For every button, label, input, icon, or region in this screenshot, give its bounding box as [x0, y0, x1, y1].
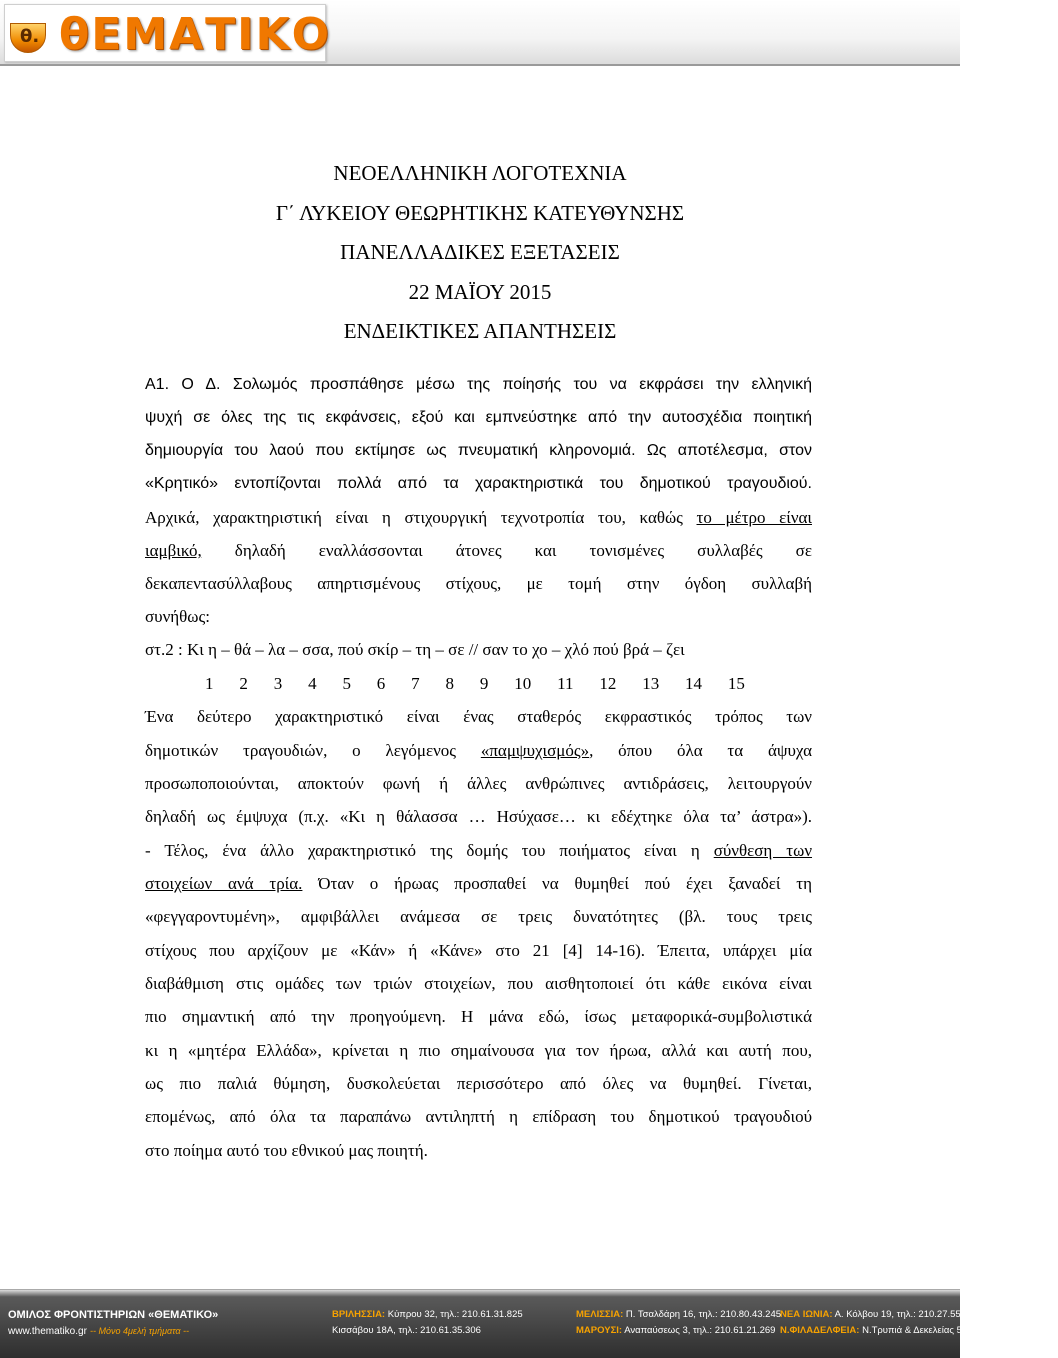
- syllable-number: 14: [685, 674, 703, 693]
- title-block: [0, 154, 960, 352]
- syllable-number: 9: [479, 674, 489, 693]
- footer-address: Αναπαύσεως 3, τηλ.: 210.61.21.269: [622, 1325, 776, 1336]
- text-span: - Τέλος, ένα άλλο χαρακτηριστικό της δομής του ποιήματος είναι η: [145, 841, 714, 860]
- text-line: [145, 501, 812, 534]
- footer-branch-nea-ionia: [780, 1307, 1058, 1339]
- text-line: δηλαδή ως έμψυχα (π.χ. «Κι η θάλασσα … Ησύχασε… κι εδέχτηκε όλα τα’ άστρα»).: [145, 807, 812, 826]
- syllable-number: 13: [642, 674, 660, 693]
- text-span: δημοτικών τραγουδιών, ο λεγόμενος: [145, 741, 481, 760]
- text-line: επομένως, από όλα τα παραπάνω αντιληπτή η επίδραση του δημοτικού τραγουδιού: [145, 1107, 812, 1126]
- syllable-number: 8: [445, 674, 455, 693]
- footer-address: Κύπρου 32, τηλ.: 210.61.31.825: [385, 1309, 523, 1320]
- text-span: Αρχικά, χαρακτηριστική είναι η στιχουργική τεχνοτροπία του, καθώς: [145, 508, 697, 527]
- syllable-number: 11: [557, 674, 574, 693]
- text-line: δημιουργία του λαού που εκτίμησε ως πνευματική κληρονομιά. Ως αποτέλεσμα, στον: [145, 442, 812, 459]
- text-line: [145, 734, 812, 767]
- footer-url[interactable]: www.thematiko.gr: [8, 1326, 87, 1337]
- text-line: ψυχή σε όλες της τις εκφάνσεις, εξού και εμπνεύστηκε από την αυτοσχέδια ποιητική: [145, 409, 812, 426]
- text-line: κι η «μητέρα Ελλάδα», κρίνεται η πιο σημαίνουσα για τον ήρωα, αλλά και αυτή που,: [145, 1041, 812, 1060]
- footer-brand-name: ΟΜΙΛΟΣ ΦΡΟΝΤΙΣΤΗΡΙΩΝ «ΘΕΜΑΤΙΚΟ»: [8, 1309, 219, 1321]
- footer-city: ΜΕΛΙΣΣΙΑ:: [576, 1309, 624, 1320]
- text-line: «Κρητικό» εντοπίζονται πολλά από τα χαρακτηριστικά του δημοτικού τραγουδιού.: [145, 475, 812, 492]
- page-header: [0, 0, 960, 66]
- syllable-number: 6: [376, 674, 386, 693]
- text-span: , όπου όλα τα άψυχα: [589, 741, 812, 760]
- syllable-number: 1: [205, 674, 214, 693]
- title-line: ΠΑΝΕΛΛΑΔΙΚΕΣ ΕΞΕΤΑΣΕΙΣ: [340, 240, 620, 264]
- text-span: δηλαδή εναλλάσσονται άτονες και τονισμένες συλλαβές σε: [201, 541, 812, 560]
- verse-line: στ.2 : Κι η – θά – λα – σσα, πού σκίρ – τη – σε // σαν το χο – χλό πού βρά – ζει: [145, 640, 685, 659]
- text-line: [145, 867, 812, 900]
- logo: [4, 4, 332, 62]
- underlined-text: ιαμβικό,: [145, 541, 202, 560]
- text-line: πιο σημαντική από την προηγούμενη. Η μάνα εδώ, ίσως μεταφορικά-συμβολιστικά: [145, 1007, 812, 1026]
- text-line: διαβάθμιση στις ομάδες των τριών στοιχείων, που αισθητοποιεί ότι κάθε εικόνα είναι: [145, 974, 812, 993]
- syllable-number: 12: [599, 674, 617, 693]
- syllable-number: 3: [273, 674, 283, 693]
- footer-city: ΝΕΑ ΙΩΝΙΑ:: [780, 1309, 833, 1320]
- page-footer: [0, 1289, 1058, 1358]
- syllable-number: 5: [342, 674, 351, 693]
- syllable-numbers: [205, 667, 745, 700]
- text-line: ως πιο παλιά θύμηση, δυσκολεύεται περισσότερο από όλες να θυμηθεί. Γίνεται,: [145, 1074, 812, 1093]
- syllable-number: 7: [411, 674, 420, 693]
- title-line: ΝΕΟΕΛΛΗΝΙΚΗ ΛΟΓΟΤΕΧΝΙΑ: [333, 161, 627, 185]
- text-line: στο ποίημα αυτό του εθνικού μας ποιητή.: [145, 1141, 428, 1160]
- footer-address: Κισσάβου 18Α, τηλ.: 210.61.35.306: [332, 1325, 481, 1336]
- title-line: Γ΄ ΛΥΚΕΙΟΥ ΘΕΩΡΗΤΙΚΗΣ ΚΑΤΕΥΘΥΝΣΗΣ: [275, 200, 685, 225]
- footer-brand: [8, 1307, 218, 1340]
- text-line: [145, 834, 812, 867]
- syllable-number: 10: [514, 674, 532, 693]
- text-line: δεκαπεντασύλλαβους απηρτισμένους στίχους, με τομή στην όγδοη συλλαβή: [145, 574, 812, 593]
- footer-branch-melissia: [576, 1307, 781, 1339]
- underlined-text: «παμψυχισμός»: [480, 741, 590, 760]
- syllable-number: 2: [239, 674, 248, 693]
- logo-text: θΕΜΑΤΙΚΟ: [59, 9, 332, 60]
- text-line: [145, 534, 812, 567]
- text-line: Α1. Ο Δ. Σολωμός προσπάθησε μέσω της ποίησής του να εκφράσει την ελληνική: [145, 376, 812, 393]
- footer-branch-vrilissia: [332, 1307, 523, 1339]
- logo-mark-text: θ.: [20, 26, 40, 47]
- footer-note: -- Μόνο 4μελή τμήματα --: [89, 1326, 190, 1336]
- footer-city: ΒΡΙΛΗΣΣΙΑ:: [332, 1309, 386, 1320]
- title-line: ΕΝΔΕΙΚΤΙΚΕΣ ΑΠΑΝΤΗΣΕΙΣ: [343, 319, 617, 343]
- text-line: συνήθως:: [145, 607, 210, 626]
- syllable-number: 4: [308, 674, 317, 693]
- text-line: στίχους που αρχίζουν με «Κάν» ή «Κάνε» στο 21 [4] 14-16). Έπειτα, υπάρχει μία: [145, 941, 812, 960]
- underlined-text: το μέτρο είναι: [696, 508, 812, 527]
- title-line: 22 ΜΑΪΟΥ 2015: [408, 279, 552, 304]
- text-line: «φεγγαροντυμένη», αμφιβάλλει ανάμεσα σε τρεις δυνατότητες (βλ. τους τρεις: [145, 907, 812, 926]
- text-line: Ένα δεύτερο χαρακτηριστικό είναι ένας σταθερός εκφραστικός τρόπος των: [145, 707, 812, 726]
- footer-city: Ν.ΦΙΛΑΔΕΛΦΕΙΑ:: [780, 1325, 860, 1336]
- logo-mark-icon: [10, 23, 46, 53]
- underlined-text: στοιχείων ανά τρία.: [145, 874, 303, 893]
- footer-address: Α. Κόλβου 19, τηλ.: 210.27.55.586: [832, 1309, 980, 1320]
- footer-url-line: [8, 1323, 218, 1340]
- footer-city: ΜΑΡΟΥΣΙ:: [576, 1325, 623, 1336]
- syllable-number: 15: [727, 674, 745, 693]
- text-line: προσωποποιούνται, αποκτούν φωνή ή άλλες ανθρώπινες αντιδράσεις, λειτουργούν: [145, 774, 812, 793]
- footer-address: Π. Τσαλδάρη 16, τηλ.: 210.80.43.245: [623, 1309, 782, 1320]
- text-span: Όταν ο ήρωας προσπαθεί να θυμηθεί πού έχει ξαναδεί τη: [302, 874, 813, 893]
- footer-address: Ν.Τρυπιά & Δεκελείας 59, τηλ.: 210 .25.82.230: [859, 1325, 1058, 1336]
- underlined-text: σύνθεση των: [713, 841, 813, 860]
